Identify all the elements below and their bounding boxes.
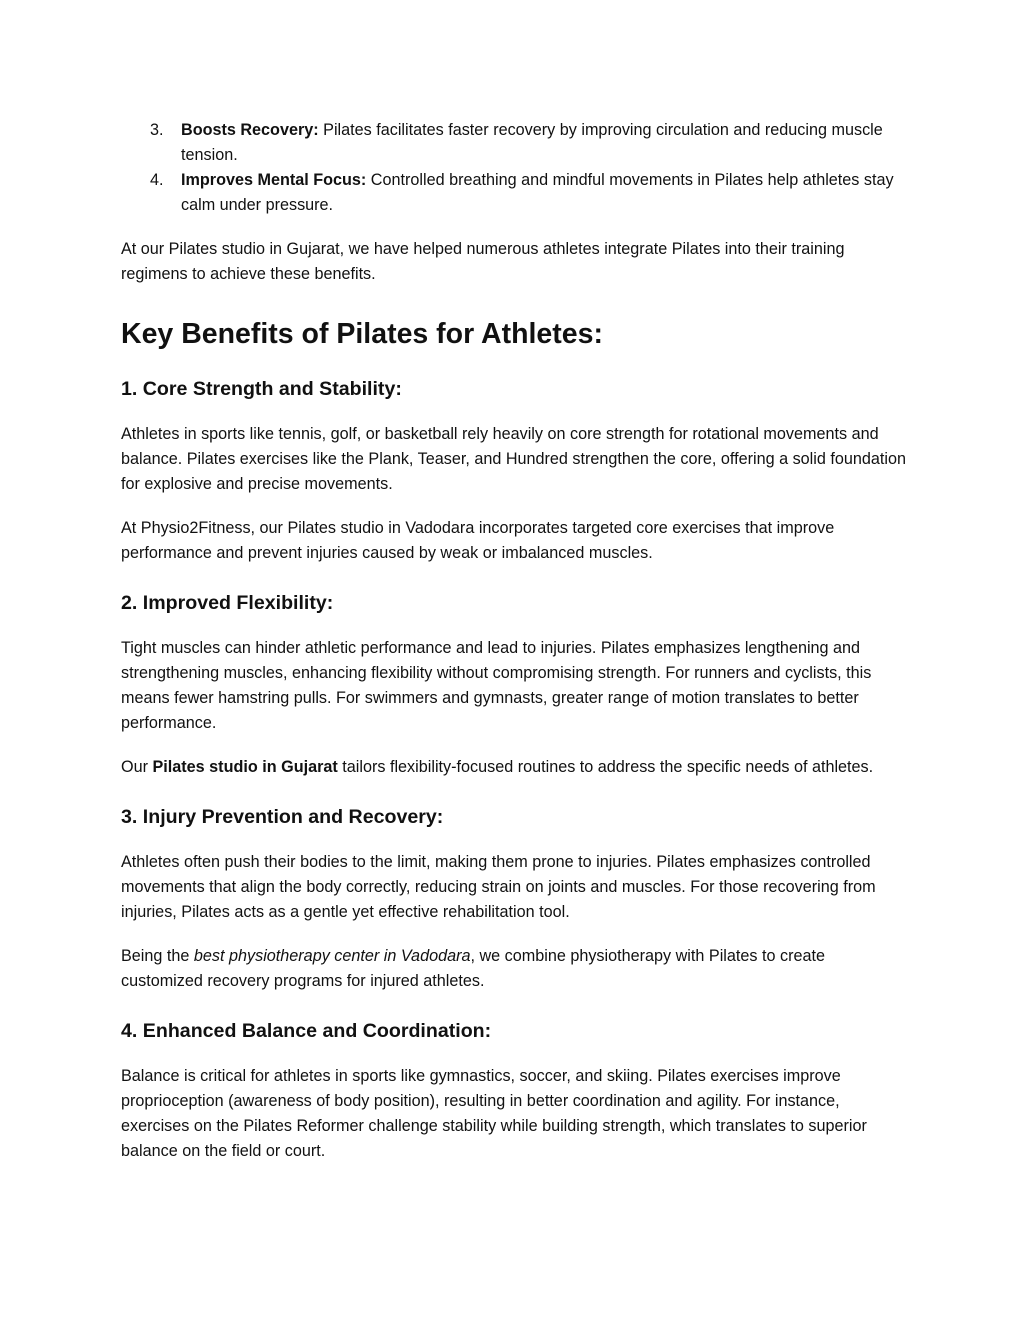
injury-paragraph-1: Athletes often push their bodies to the limit, making them prone to injuries. Pilates emphasizes controlled movements that align the body correctly, reducing strain on joints and muscles. For those recovering from injuries, Pilates acts as a gentle yet effective rehabilitation tool.	[121, 853, 876, 921]
italic-keyword: best physiotherapy center in Vadodara	[193, 947, 471, 965]
flexibility-paragraph-2	[121, 755, 911, 780]
core-paragraph-2: At Physio2Fitness, our Pilates studio in Vadodara incorporates targeted core exercises that improve performance and prevent injuries caused by weak or imbalanced muscles.	[121, 519, 835, 562]
section-heading-injury: 3. Injury Prevention and Recovery:	[121, 806, 444, 828]
section-heading-core: 1. Core Strength and Stability:	[121, 378, 402, 400]
text-span: , we combine physiotherapy with Pilates to create customized recovery programs for injured athletes.	[121, 947, 825, 990]
text-span: tailors flexibility-focused routines to address the specific needs of athletes.	[337, 758, 874, 776]
list-item	[121, 118, 911, 168]
list-item	[121, 168, 911, 218]
list-item-title: Boosts Recovery:	[181, 121, 319, 139]
core-paragraph-1: Athletes in sports like tennis, golf, or basketball rely heavily on core strength for rotational movements and balance. Pilates exercises like the Plank, Teaser, and Hundred strengthen the core, offering a solid foundation for explosive and precise movements.	[121, 425, 906, 493]
flexibility-paragraph-1: Tight muscles can hinder athletic performance and lead to injuries. Pilates emphasizes lengthening and strengthening muscles, enhancing flexibility without compromising strength. For runners and cyclists, this means fewer hamstring pulls. For swimmers and gymnasts, greater range of motion translates to better performance.	[121, 639, 872, 732]
section-heading-flexibility: 2. Improved Flexibility:	[121, 592, 334, 614]
text-span: Being the	[121, 947, 194, 965]
list-item-number: 4.	[150, 171, 164, 189]
list-item-text: Controlled breathing and mindful movements in Pilates help athletes stay calm under pressure.	[181, 171, 894, 214]
list-item-title: Improves Mental Focus:	[181, 171, 367, 189]
list-item-number: 3.	[150, 121, 164, 139]
list-item-text: Pilates facilitates faster recovery by improving circulation and reducing muscle tension.	[181, 121, 883, 164]
intro-paragraph: At our Pilates studio in Gujarat, we have helped numerous athletes integrate Pilates into their training regimens to achieve these benefits.	[121, 240, 845, 283]
injury-paragraph-2	[121, 944, 911, 994]
text-span: Our	[121, 758, 153, 776]
benefits-list	[121, 118, 911, 218]
bold-keyword: Pilates studio in Gujarat	[152, 758, 338, 776]
balance-paragraph-1: Balance is critical for athletes in sports like gymnastics, soccer, and skiing. Pilates exercises improve proprioception (awareness of body position), resulting in better coordination and agility. For instance, exercises on the Pilates Reformer challenge stability while building strength, which translates to superior balance on the field or court.	[121, 1067, 867, 1160]
main-heading: Key Benefits of Pilates for Athletes:	[121, 318, 603, 350]
section-heading-balance: 4. Enhanced Balance and Coordination:	[121, 1020, 492, 1042]
document-page	[121, 118, 911, 1164]
